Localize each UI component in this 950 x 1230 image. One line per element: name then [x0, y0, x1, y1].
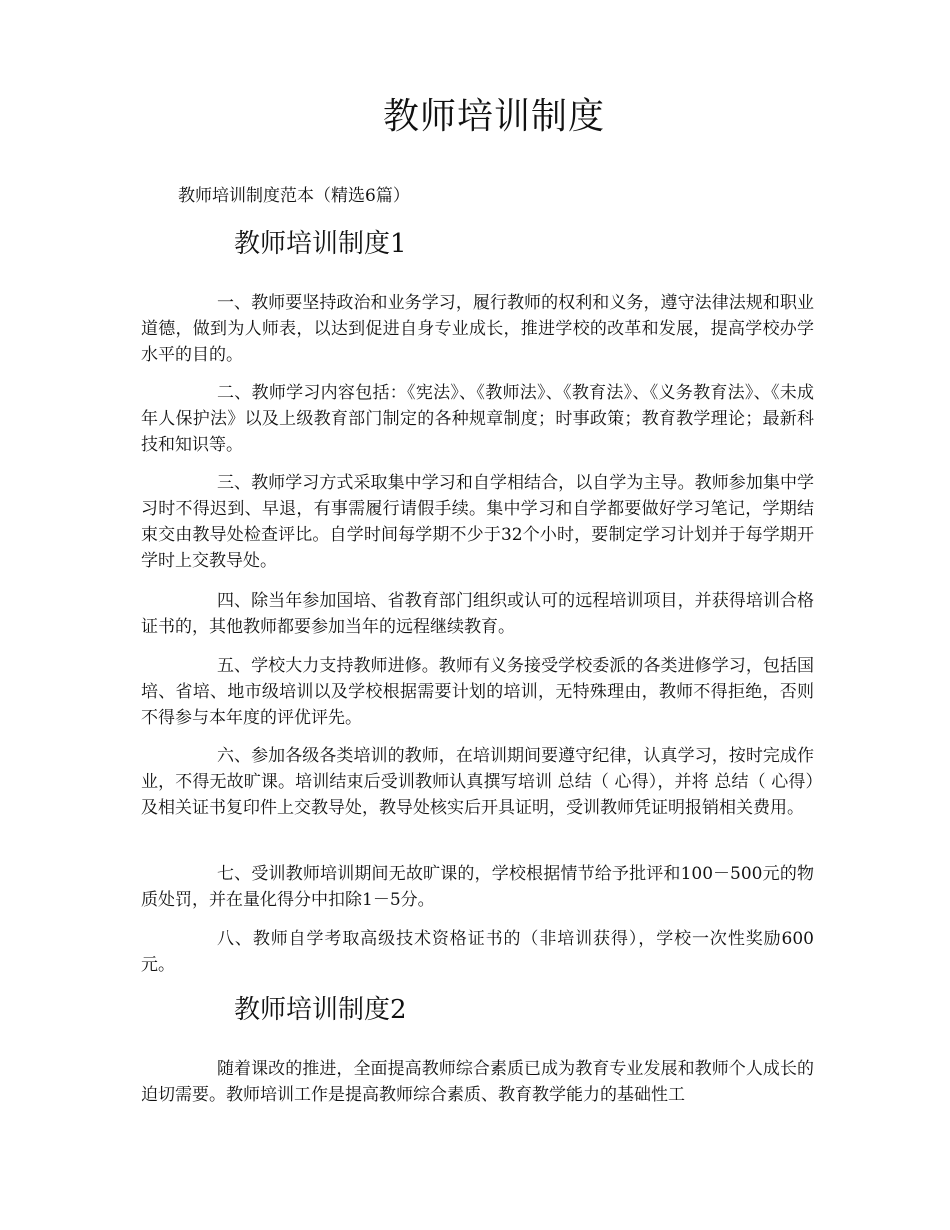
document-title: 教师培训制度	[382, 96, 605, 137]
paragraph-1-6: 六、参加各级各类培训的教师，在培训期间要遵守纪律，认真学习，按时完成作业，不得无故旷课。培训结束后受训教师认真撰写培训 总结（ 心得），并将 总结（ 心得）及相关证书复印件上交教导处，教导处核实后开具证明，受训教师凭证明报销相关费用。	[141, 746, 814, 818]
paragraph-1-4: 四、除当年参加国培、省教育部门组织或认可的远程培训项目，并获得培训合格证书的，其他教师都要参加当年的远程继续教育。	[141, 591, 814, 637]
paragraph-2-1: 随着课改的推进，全面提高教师综合素质已成为教育专业发展和教师个人成长的迫切需要。教师培训工作是提高教师综合素质、教育教学能力的基础性工	[141, 1059, 814, 1105]
paragraph-1-1: 一、教师要坚持政治和业务学习，履行教师的权利和义务，遵守法律法规和职业道德，做到为人师表，以达到促进自身专业成长，推进学校的改革和发展，提高学校办学水平的目的。	[141, 293, 814, 365]
document-subtitle: 教师培训制度范本（精选6篇）	[178, 186, 410, 206]
paragraph-1-3: 三、教师学习方式采取集中学习和自学相结合，以自学为主导。教师参加集中学习时不得迟到、早退，有事需履行请假手续。集中学习和自学都要做好学习笔记，学期结束交由教导处检查评比。自学时间每学期不少于32个小时，要制定学习计划并于每学期开学时上交教导处。	[141, 473, 814, 571]
section-heading-1: 教师培训制度1	[234, 229, 407, 259]
paragraph-1-5: 五、学校大力支持教师进修。教师有义务接受学校委派的各类进修学习，包括国培、省培、地市级培训以及学校根据需要计划的培训，无特殊理由，教师不得拒绝，否则不得参与本年度的评优评先。	[141, 656, 814, 728]
section-heading-2: 教师培训制度2	[234, 995, 407, 1025]
paragraph-1-7: 七、受训教师培训期间无故旷课的，学校根据情节给予批评和100－500元的物质处罚，并在量化得分中扣除1－5分。	[141, 864, 814, 910]
paragraph-1-8: 八、教师自学考取高级技术资格证书的（非培训获得），学校一次性奖励600元。	[141, 929, 814, 975]
paragraph-1-2: 二、教师学习内容包括：《宪法》、《教师法》、《教育法》、《义务教育法》、《未成年人保护法》以及上级教育部门制定的各种规章制度；时事政策；教育教学理论；最新科技和知识等。	[141, 383, 814, 455]
